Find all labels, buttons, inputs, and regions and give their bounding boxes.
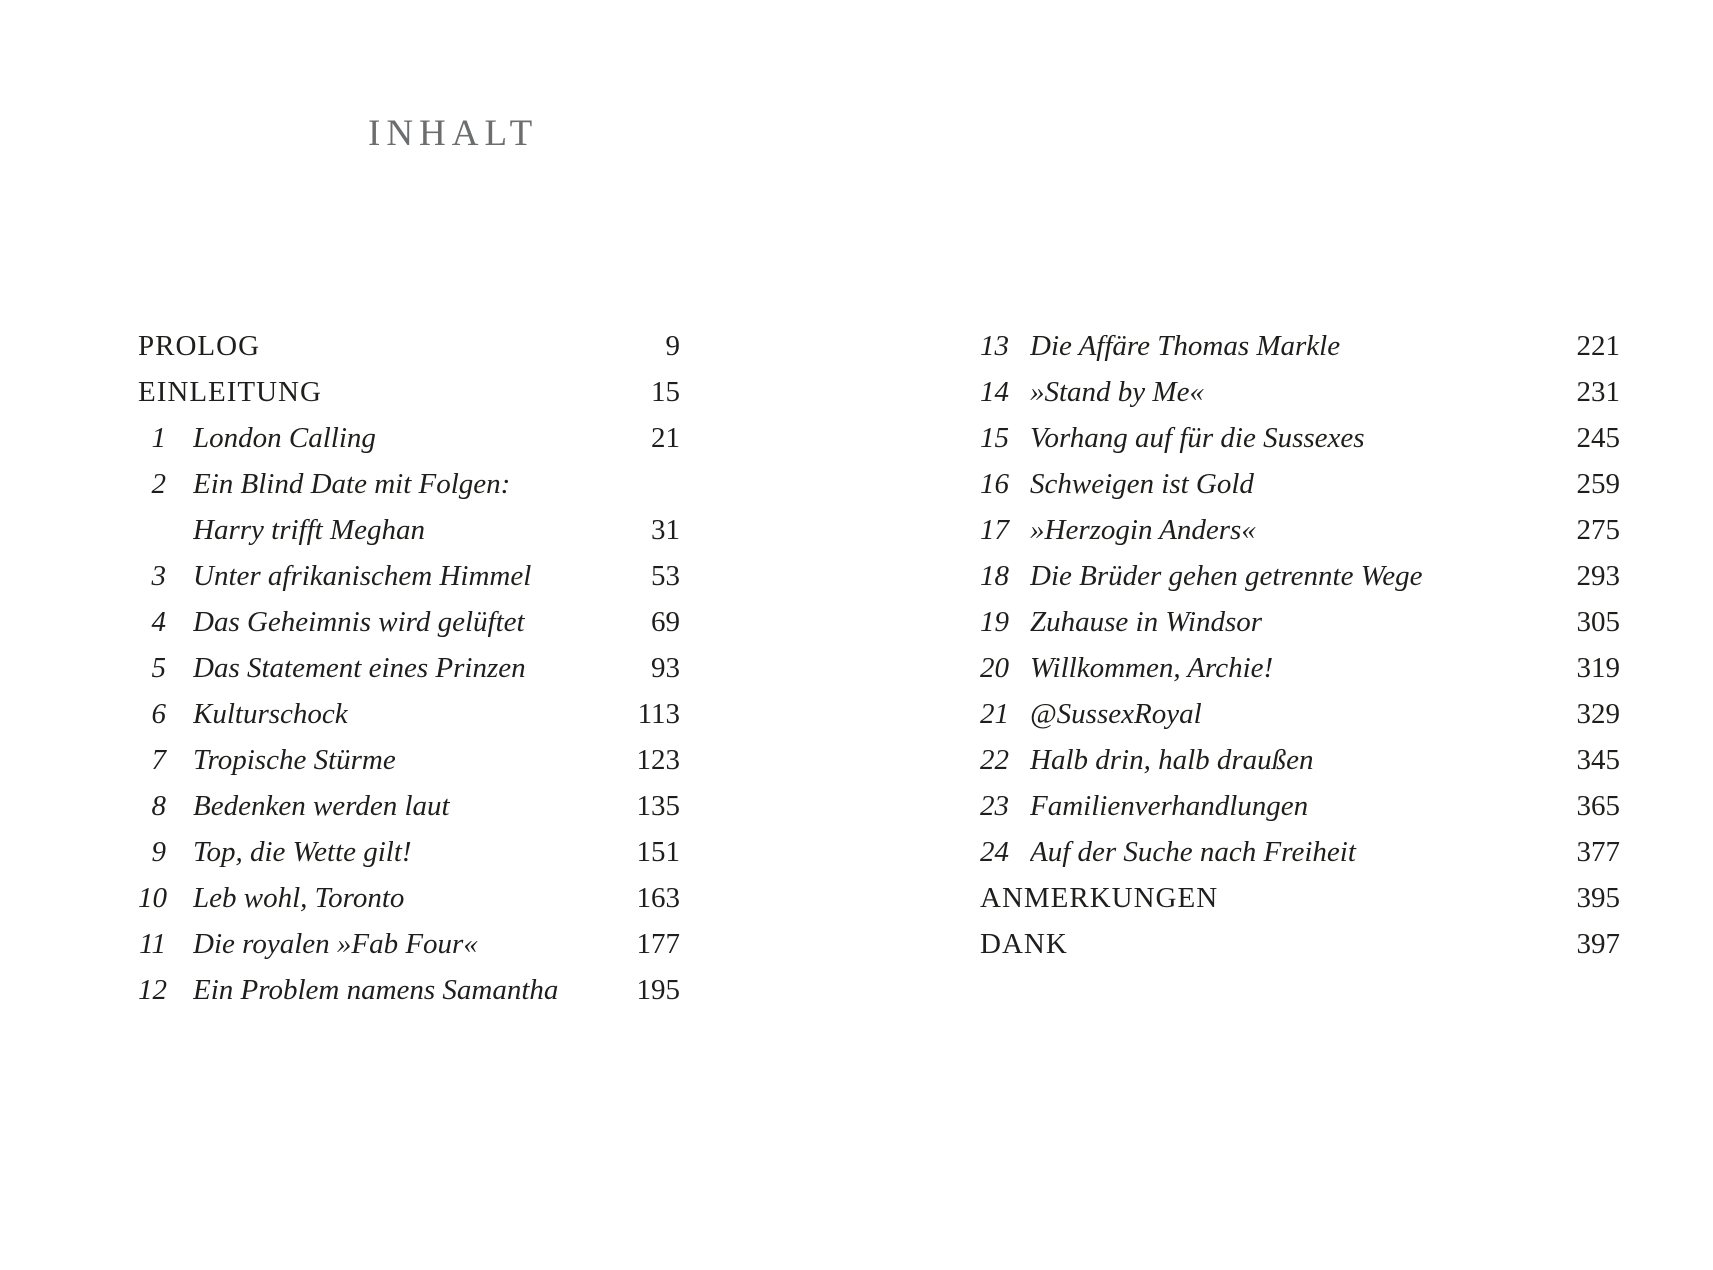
- chapter-number: 2: [151, 468, 166, 500]
- chapter-title: Tropische Stürme: [193, 744, 396, 776]
- page-number: 9: [665, 330, 680, 362]
- toc-row: [980, 461, 1620, 507]
- toc-row: [980, 415, 1620, 461]
- page-number: 275: [1576, 514, 1620, 546]
- chapter-number: 19: [980, 606, 1009, 638]
- chapter-number: 4: [151, 606, 166, 638]
- section-label: PROLOG: [138, 330, 261, 362]
- chapter-number: 13: [980, 330, 1009, 362]
- page-number: 221: [1576, 330, 1620, 362]
- section-label: DANK: [980, 928, 1068, 960]
- chapter-title: Zuhause in Windsor: [1030, 606, 1263, 638]
- page-number: 305: [1576, 606, 1620, 638]
- chapter-number: 17: [980, 514, 1009, 546]
- chapter-title: Die Affäre Thomas Markle: [1030, 330, 1341, 362]
- section-label: EINLEITUNG: [138, 376, 322, 408]
- toc-row: [138, 461, 680, 507]
- toc-row: [138, 645, 680, 691]
- toc-row: [138, 783, 680, 829]
- page-number: 365: [1576, 790, 1620, 822]
- page-number: 93: [651, 652, 680, 684]
- chapter-number: 8: [151, 790, 166, 822]
- toc-row: [980, 507, 1620, 553]
- chapter-title: @SussexRoyal: [1030, 698, 1202, 730]
- chapter-number: 16: [980, 468, 1009, 500]
- page-number: 151: [636, 836, 680, 868]
- page-title: INHALT: [368, 113, 539, 154]
- page-number: 123: [636, 744, 680, 776]
- page-number: 113: [637, 698, 680, 730]
- chapter-title: »Herzogin Anders«: [1030, 514, 1256, 546]
- page-number: 135: [636, 790, 680, 822]
- chapter-number: 20: [980, 652, 1009, 684]
- page-number: 259: [1576, 468, 1620, 500]
- toc-row: [138, 553, 680, 599]
- page-number: 397: [1576, 928, 1620, 960]
- chapter-title: Ein Problem namens Samantha: [193, 974, 559, 1006]
- toc-row: [980, 691, 1620, 737]
- page-number: 31: [651, 514, 680, 546]
- chapter-title: Das Statement eines Prinzen: [193, 652, 526, 684]
- toc-row: [980, 645, 1620, 691]
- chapter-title: London Calling: [193, 422, 376, 454]
- page-number: 195: [636, 974, 680, 1006]
- chapter-title: Willkommen, Archie!: [1030, 652, 1274, 684]
- chapter-number: 24: [980, 836, 1009, 868]
- toc-row: [138, 507, 680, 553]
- chapter-number: 6: [151, 698, 166, 730]
- toc-row: [980, 829, 1620, 875]
- chapter-number: 5: [151, 652, 166, 684]
- toc-row: [138, 921, 680, 967]
- toc-column-left: [138, 323, 680, 1013]
- chapter-number: 9: [151, 836, 166, 868]
- chapter-number: 18: [980, 560, 1009, 592]
- toc-row: [980, 599, 1620, 645]
- chapter-title: »Stand by Me«: [1030, 376, 1204, 408]
- page-number: 377: [1576, 836, 1620, 868]
- chapter-number: 15: [980, 422, 1009, 454]
- chapter-number: 11: [139, 928, 166, 960]
- toc-row: [980, 323, 1620, 369]
- chapter-title: Leb wohl, Toronto: [193, 882, 405, 914]
- page-number: 293: [1576, 560, 1620, 592]
- section-label: ANMERKUNGEN: [980, 882, 1219, 914]
- toc-row: [138, 369, 680, 415]
- toc-row: [138, 323, 680, 369]
- toc-row: [138, 599, 680, 645]
- chapter-title: Kulturschock: [193, 698, 348, 730]
- chapter-number: 14: [980, 376, 1009, 408]
- toc-row: [138, 691, 680, 737]
- toc-row: [980, 369, 1620, 415]
- chapter-title: Die Brüder gehen getrennte Wege: [1030, 560, 1423, 592]
- chapter-title: Familienverhandlungen: [1030, 790, 1309, 822]
- toc-row: [980, 553, 1620, 599]
- page-number: 245: [1576, 422, 1620, 454]
- toc-row: [138, 875, 680, 921]
- chapter-number: 23: [980, 790, 1009, 822]
- toc-column-right: [980, 323, 1620, 967]
- toc-row: [980, 921, 1620, 967]
- chapter-title: Auf der Suche nach Freiheit: [1030, 836, 1356, 868]
- chapter-title: Unter afrikanischem Himmel: [193, 560, 532, 592]
- chapter-title: Bedenken werden laut: [193, 790, 450, 822]
- page-number: 177: [636, 928, 680, 960]
- chapter-number: 3: [151, 560, 166, 592]
- chapter-number: 1: [151, 422, 166, 454]
- chapter-number: 12: [138, 974, 167, 1006]
- chapter-title: Vorhang auf für die Sussexes: [1030, 422, 1365, 454]
- page-number: 345: [1576, 744, 1620, 776]
- chapter-number: 21: [980, 698, 1009, 730]
- chapter-title: Top, die Wette gilt!: [193, 836, 412, 868]
- chapter-number: 10: [138, 882, 167, 914]
- page-number: 163: [636, 882, 680, 914]
- toc-row: [138, 967, 680, 1013]
- page-number: 15: [651, 376, 680, 408]
- toc-row: [980, 875, 1620, 921]
- page-number: 231: [1576, 376, 1620, 408]
- chapter-number: 22: [980, 744, 1009, 776]
- toc-row: [138, 829, 680, 875]
- chapter-title: Ein Blind Date mit Folgen:: [193, 468, 511, 500]
- page-number: 21: [651, 422, 680, 454]
- chapter-title: Harry trifft Meghan: [193, 514, 425, 546]
- chapter-title: Halb drin, halb draußen: [1030, 744, 1314, 776]
- chapter-title: Das Geheimnis wird gelüftet: [193, 606, 525, 638]
- page-number: 319: [1576, 652, 1620, 684]
- chapter-title: Schweigen ist Gold: [1030, 468, 1254, 500]
- toc-row: [980, 737, 1620, 783]
- toc-row: [980, 783, 1620, 829]
- page-number: 53: [651, 560, 680, 592]
- page-number: 329: [1576, 698, 1620, 730]
- toc-row: [138, 415, 680, 461]
- toc-row: [138, 737, 680, 783]
- page-number: 395: [1576, 882, 1620, 914]
- chapter-title: Die royalen »Fab Four«: [193, 928, 478, 960]
- page-number: 69: [651, 606, 680, 638]
- chapter-number: 7: [151, 744, 166, 776]
